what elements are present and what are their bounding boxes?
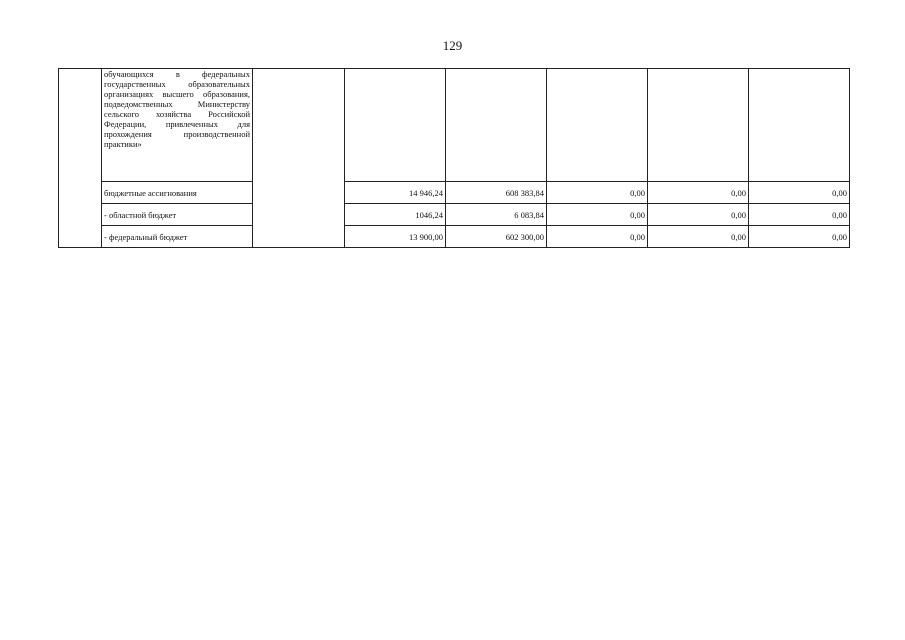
table-cell-empty <box>749 69 850 182</box>
table-cell-value: 0,00 <box>648 204 749 226</box>
table-cell-value: 608 383,84 <box>446 182 547 204</box>
table-row <box>59 204 850 226</box>
table-cell-value: 6 083,84 <box>446 204 547 226</box>
row-label: - областной бюджет <box>102 204 253 226</box>
table-cell-value: 0,00 <box>648 182 749 204</box>
table-row <box>59 182 850 204</box>
page-number: 129 <box>442 38 463 53</box>
table-cell-value: 13 900,00 <box>345 226 446 248</box>
table-cell-empty <box>648 69 749 182</box>
table-cell-number <box>59 69 102 248</box>
table-cell-value: 0,00 <box>749 204 850 226</box>
row-label: бюджетные ассигнования <box>102 182 253 204</box>
table-cell-value: 602 300,00 <box>446 226 547 248</box>
table-row <box>59 226 850 248</box>
table-cell-value: 0,00 <box>547 226 648 248</box>
table-cell-value: 0,00 <box>749 226 850 248</box>
table-row-description <box>59 69 850 182</box>
table-cell-executor <box>253 69 345 248</box>
table-cell-description: обучающихся в федеральных государственных образовательных организациях высшего образования, подведомственных Министерству сельского хозяйства Российской Федерации, привлеченных для прохождения производственной практики» <box>102 69 253 182</box>
table-cell-empty <box>547 69 648 182</box>
table-cell-value: 0,00 <box>547 182 648 204</box>
table-cell-value: 1046,24 <box>345 204 446 226</box>
row-label: - федеральный бюджет <box>102 226 253 248</box>
table-cell-value: 0,00 <box>648 226 749 248</box>
table-cell-value: 14 946,24 <box>345 182 446 204</box>
budget-table <box>58 68 850 248</box>
table-cell-value: 0,00 <box>547 204 648 226</box>
table-cell-value: 0,00 <box>749 182 850 204</box>
table-cell-empty <box>446 69 547 182</box>
table-cell-empty <box>345 69 446 182</box>
